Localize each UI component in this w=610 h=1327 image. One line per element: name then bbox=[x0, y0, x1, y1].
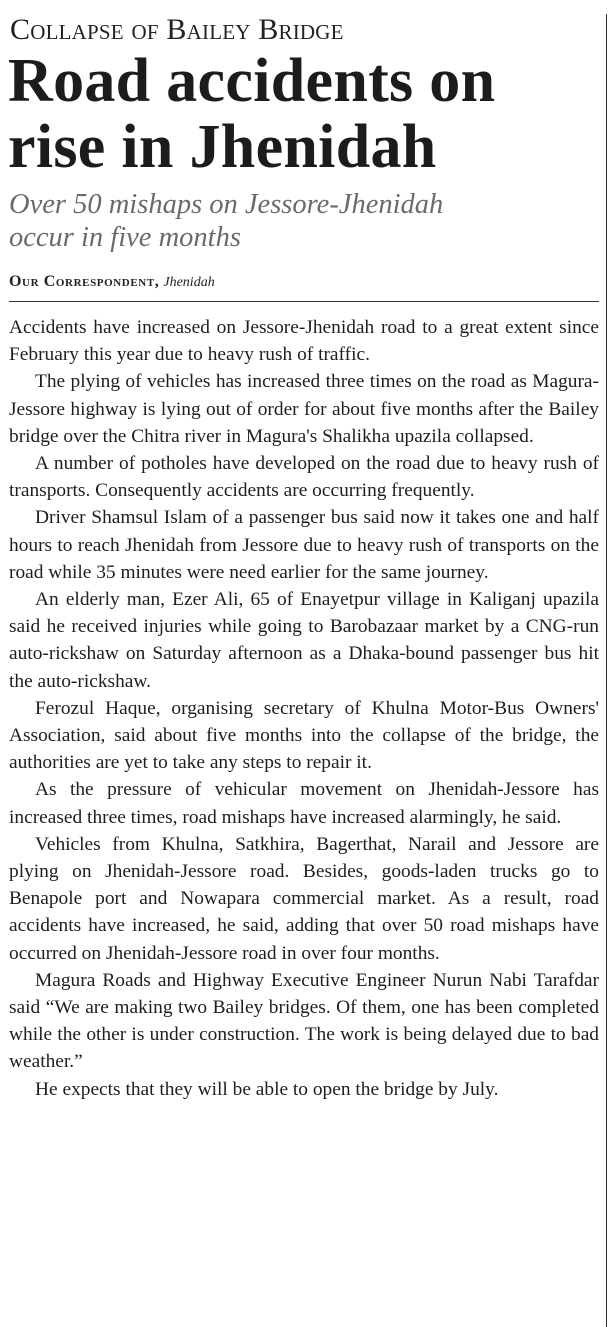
paragraph-8: Vehicles from Khulna, Satkhira, Bagerthat, Narail and Jessore are plying on Jhenidah-Jessore road. Besides, goods-laden trucks go to Benapole port and Nowapara commercial market. As a result, road accidents have increased, he said, adding that over 50 road mishaps have occurred on Jhenidah-Jessore road in over four months. bbox=[9, 833, 599, 964]
paragraph-6: Ferozul Haque, organising secretary of Khulna Motor-Bus Owners' Association, said about five months into the collapse of the bridge, the authorities are yet to take any steps to repair it. bbox=[9, 697, 599, 774]
paragraph-3: A number of potholes have developed on the road due to heavy rush of transports. Consequently accidents are occurring frequently. bbox=[9, 453, 599, 502]
paragraph-4: Driver Shamsul Islam of a passenger bus said now it takes one and half hours to reach Jhenidah from Jessore due to heavy rush of transports on the road while 35 minutes were need earlier for the same journey. bbox=[9, 507, 599, 583]
subheadline-line-2: occur in five months bbox=[9, 222, 241, 253]
headline-line-1: Road accidents on bbox=[8, 47, 496, 115]
byline-name: Our Correspondent, bbox=[9, 273, 160, 290]
byline-place: Jhenidah bbox=[163, 275, 215, 290]
kicker: Collapse of Bailey Bridge bbox=[10, 13, 344, 46]
article-body bbox=[9, 314, 599, 1103]
paragraph-7: As the pressure of vehicular movement on Jhenidah-Jessore has increased three times, road mishaps have increased alarmingly, he said. bbox=[9, 779, 599, 828]
subheadline bbox=[9, 188, 596, 254]
headline-line-2: rise in Jhenidah bbox=[8, 113, 437, 181]
paragraph-2: The plying of vehicles has increased three times on the road as Magura-Jessore highway is lying out of order for about five months after the Bailey bridge over the Chitra river in Magura's Shalikha upazila collapsed. bbox=[9, 371, 599, 447]
headline bbox=[8, 48, 596, 180]
paragraph-9: Magura Roads and Highway Executive Engineer Nurun Nabi Tarafdar said “We are making two Bailey bridges. Of them, one has been completed while the other is under construction. The work is being delayed due to bad weather.” bbox=[9, 969, 599, 1073]
byline bbox=[9, 272, 596, 293]
paragraph-10: He expects that they will be able to open the bridge by July. bbox=[35, 1078, 499, 1100]
paragraph-5: An elderly man, Ezer Ali, 65 of Enayetpur village in Kaliganj upazila said he received injuries while going to Barobazaar market by a CNG-run auto-rickshaw on Saturday afternoon as a Dhaka-bound passenger bus hit the auto-rickshaw. bbox=[9, 589, 599, 692]
subheadline-line-1: Over 50 mishaps on Jessore-Jhenidah bbox=[9, 189, 444, 220]
column-rule bbox=[606, 14, 607, 1327]
paragraph-1: Accidents have increased on Jessore-Jhenidah road to a great extent since February this year due to heavy rush of traffic. bbox=[9, 317, 599, 366]
byline-divider bbox=[9, 301, 599, 302]
